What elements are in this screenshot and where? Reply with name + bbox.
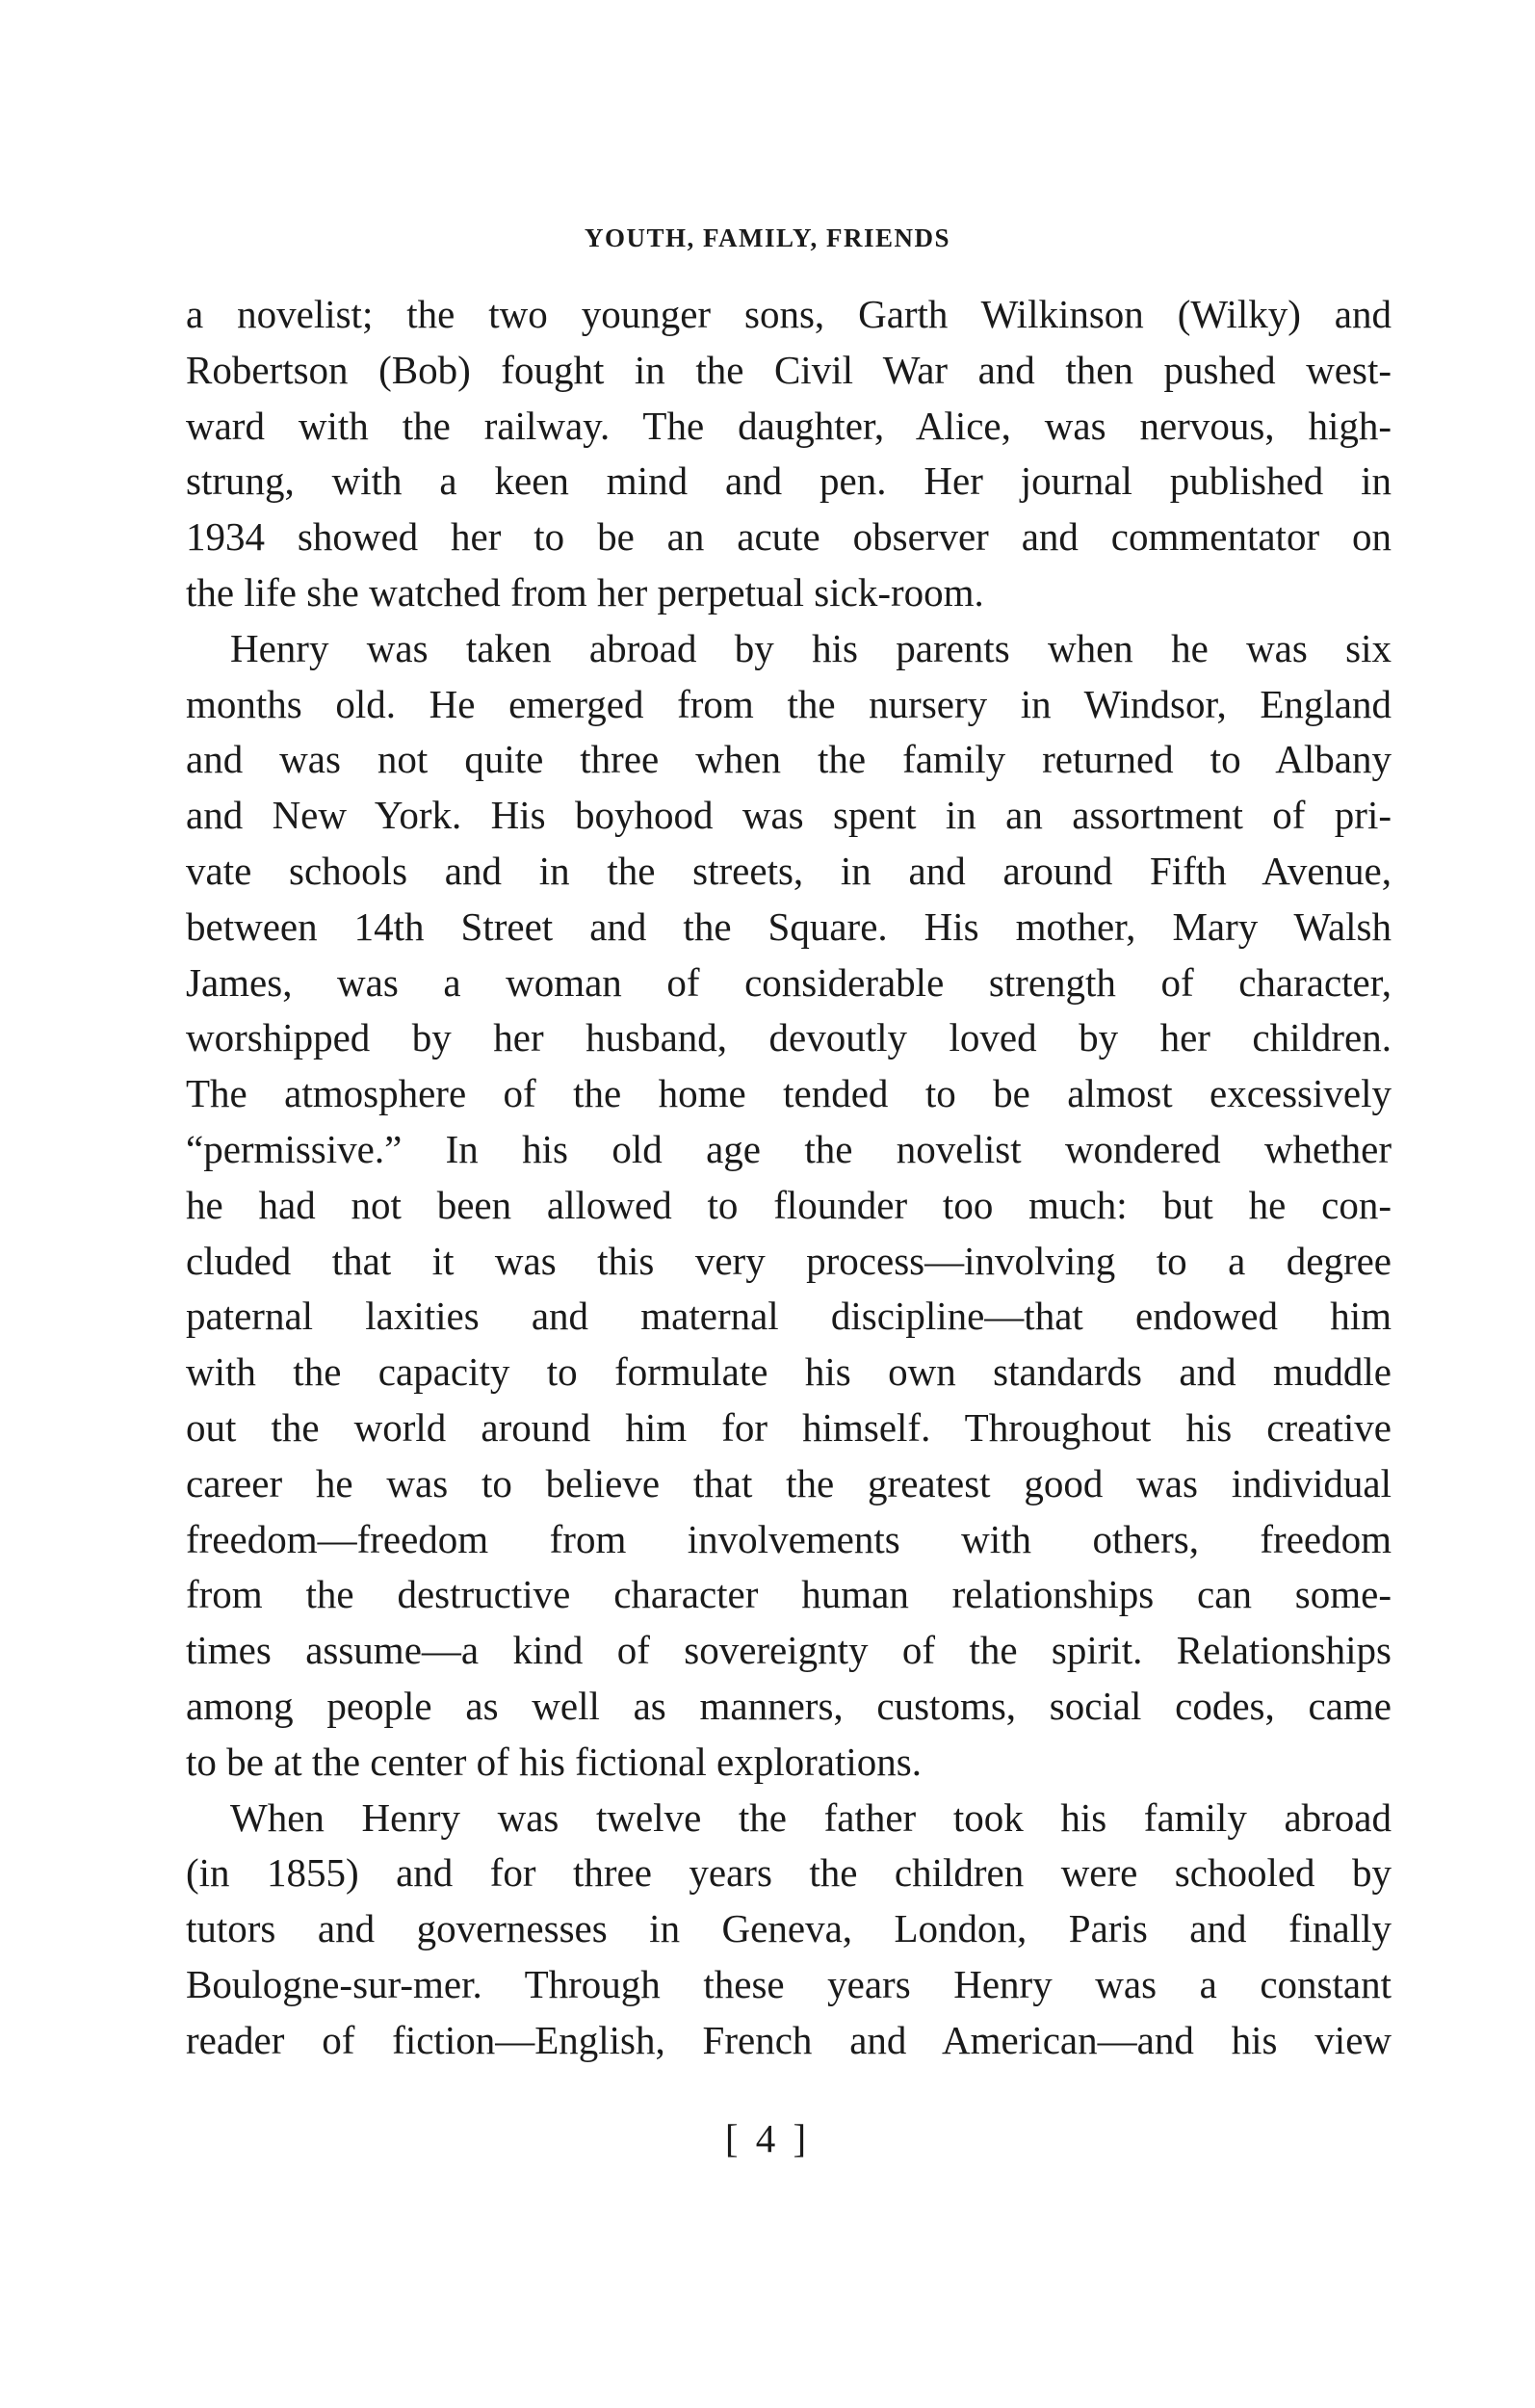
text-line: career he was to believe that the greatest good was individual	[186, 1460, 1392, 1505]
body-text	[186, 287, 1392, 2069]
paragraph	[186, 1791, 1392, 2069]
text-line: and was not quite three when the family returned to Albany	[186, 737, 1392, 782]
text-line: times assume—a kind of sovereignty of the spirit. Relationships	[186, 1628, 1392, 1673]
text-line: 1934 showed her to be an acute observer and commentator on	[186, 514, 1392, 560]
text-line: he had not been allowed to flounder too much: but he con-	[186, 1182, 1392, 1227]
text-line: and New York. His boyhood was spent in an assortment of pri-	[186, 793, 1392, 838]
text-line: ward with the railway. The daughter, Alice, was nervous, high-	[186, 403, 1392, 448]
text-line: Henry was taken abroad by his parents when he was six	[230, 625, 1392, 670]
text-line: Robertson (Bob) fought in the Civil War and then pushed west-	[186, 347, 1392, 392]
text-line: (in 1855) and for three years the children were schooled by	[186, 1850, 1392, 1896]
text-line: paternal laxities and maternal discipline—that endowed him	[186, 1294, 1392, 1339]
text-line: tutors and governesses in Geneva, London, Paris and finally	[186, 1906, 1392, 1951]
text-line: James, was a woman of considerable strength of character,	[186, 959, 1392, 1005]
text-line: vate schools and in the streets, in and around Fifth Avenue,	[186, 848, 1392, 893]
text-line: months old. He emerged from the nursery in Windsor, England	[186, 681, 1392, 726]
text-line: between 14th Street and the Square. His mother, Mary Walsh	[186, 903, 1392, 949]
paragraph	[186, 621, 1392, 1791]
text-line: to be at the center of his fictional explorations.	[186, 1739, 922, 1784]
text-line: out the world around him for himself. Throughout his creative	[186, 1404, 1392, 1450]
text-line: reader of fiction—English, French and American—and his view	[186, 2017, 1392, 2062]
text-line: the life she watched from her perpetual sick-room.	[186, 569, 984, 615]
page-number: [ 4 ]	[724, 2116, 811, 2160]
text-line: The atmosphere of the home tended to be almost excessively	[186, 1071, 1392, 1116]
text-line: strung, with a keen mind and pen. Her journal published in	[186, 458, 1392, 504]
text-line: with the capacity to formulate his own standards and muddle	[186, 1349, 1392, 1395]
text-line: worshipped by her husband, devoutly loved by her children.	[186, 1015, 1392, 1060]
text-line: “permissive.” In his old age the novelist wondered whether	[186, 1126, 1392, 1171]
text-line: cluded that it was this very process—involving to a degree	[186, 1238, 1392, 1283]
text-line: among people as well as manners, customs, social codes, came	[186, 1683, 1392, 1728]
text-line: freedom—freedom from involvements with others, freedom	[186, 1516, 1392, 1561]
text-line: from the destructive character human relationships can some-	[186, 1572, 1392, 1617]
text-line: a novelist; the two younger sons, Garth Wilkinson (Wilky) and	[186, 292, 1392, 336]
text-line: Boulogne-sur-mer. Through these years Henry was a constant	[186, 1961, 1392, 2006]
running-head: YOUTH, FAMILY, FRIENDS	[584, 223, 951, 252]
paragraph	[186, 287, 1392, 621]
text-line: When Henry was twelve the father took his family abroad	[230, 1794, 1392, 1840]
